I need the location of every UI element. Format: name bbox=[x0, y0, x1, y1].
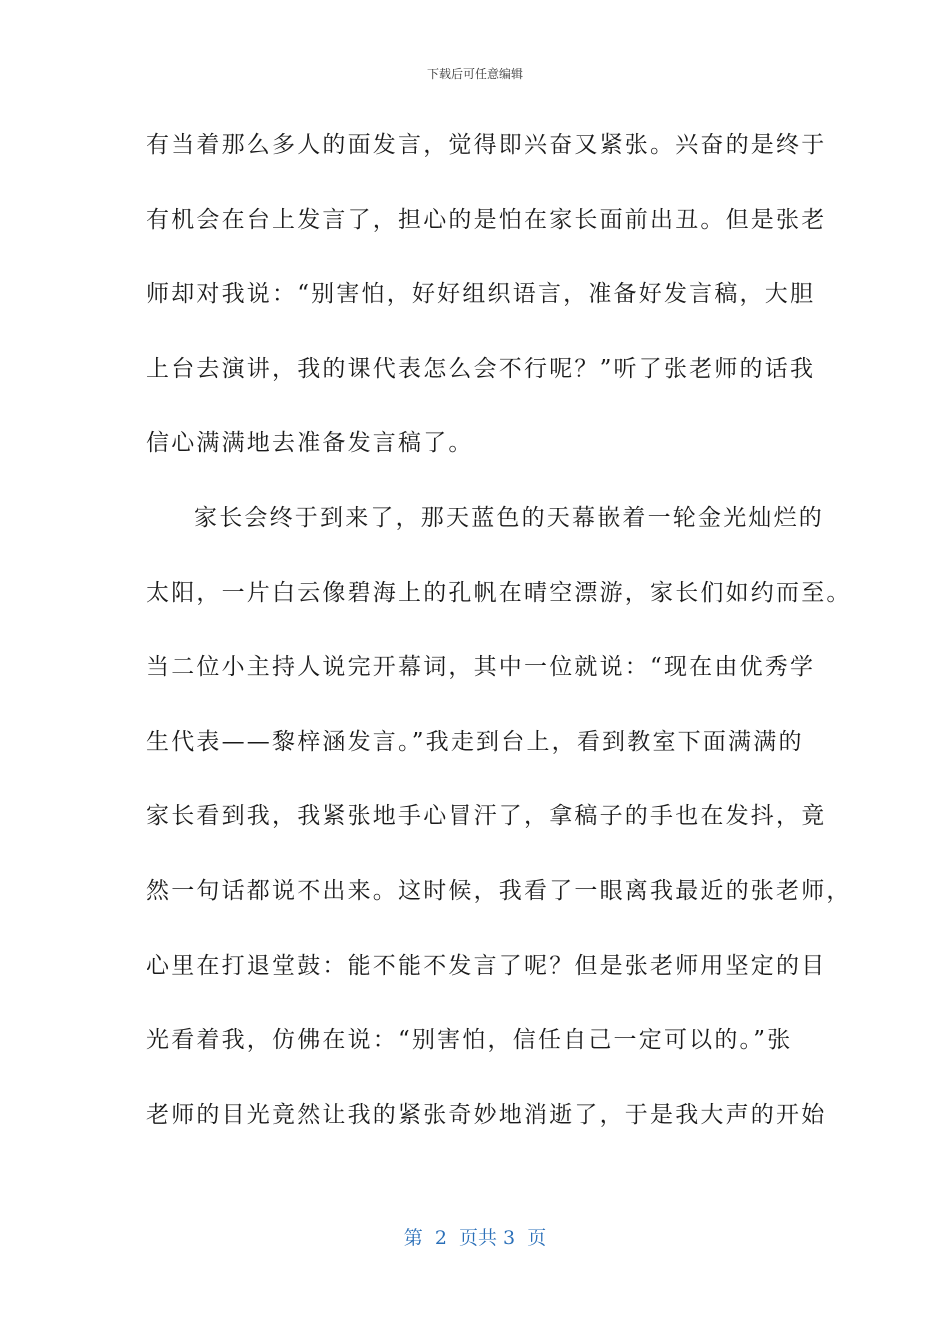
text-line: 太阳，一片白云像碧海上的孔帆在晴空漂游，家长们如约而至。 bbox=[146, 579, 852, 606]
text-line: 然一句话都说不出来。这时候，我看了一眼离我最近的张老师， bbox=[146, 877, 852, 904]
text-line: 师却对我说：“别害怕，好好组织语言，准备好发言稿，大胆 bbox=[146, 281, 816, 308]
text-line: 当二位小主持人说完开幕词，其中一位就说：“现在由优秀学 bbox=[146, 654, 816, 681]
text-line: 上台去演讲，我的课代表怎么会不行呢？”听了张老师的话我 bbox=[146, 355, 816, 382]
text-line: 老师的目光竟然让我的紧张奇妙地消逝了，于是我大声的开始 bbox=[146, 1101, 827, 1128]
text-line: 家长会终于到来了，那天蓝色的天幕嵌着一轮金光灿烂的 bbox=[194, 504, 824, 531]
text-line: 生代表——黎梓涵发言。”我走到台上，看到教室下面满满的 bbox=[146, 728, 804, 755]
text-line: 光看着我，仿佛在说：“别害怕，信任自己一定可以的。”张 bbox=[146, 1027, 793, 1054]
text-line: 心里在打退堂鼓：能不能不发言了呢？但是张老师用坚定的目 bbox=[146, 952, 827, 979]
text-line: 有机会在台上发言了，担心的是怕在家长面前出丑。但是张老 bbox=[146, 206, 827, 233]
text-line: 家长看到我，我紧张地手心冒汗了，拿稿子的手也在发抖，竟 bbox=[146, 803, 827, 830]
text-line: 信心满满地去准备发言稿了。 bbox=[146, 430, 474, 457]
page-header: 下载后可任意编辑 bbox=[426, 67, 523, 81]
page-number-footer: 第 2 页共 3 页 bbox=[403, 1227, 547, 1249]
document-body bbox=[146, 108, 852, 1152]
text-line: 有当着那么多人的面发言，觉得即兴奋又紧张。兴奋的是终于 bbox=[146, 132, 827, 158]
